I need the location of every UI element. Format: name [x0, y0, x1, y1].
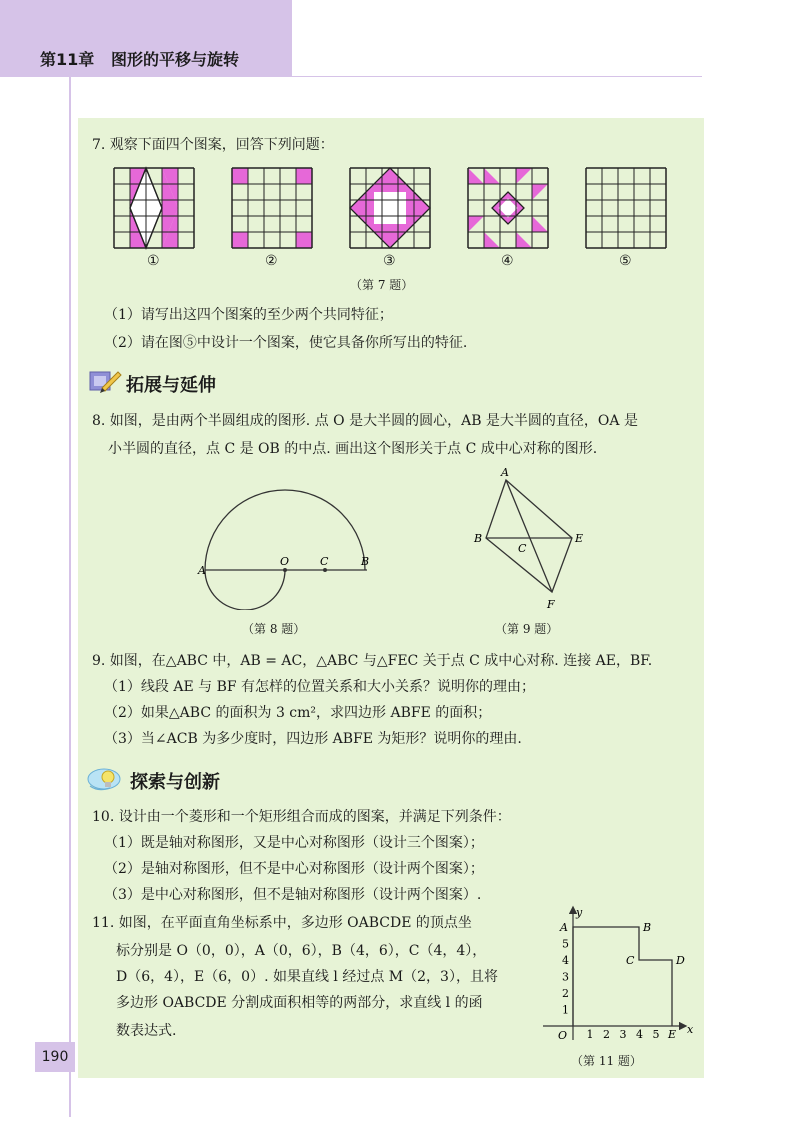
problem-8-line-2: 小半圆的直径，点 C 是 OB 的中点. 画出这个图形关于点 C 成中心对称的图形. — [108, 441, 598, 457]
figure-11-y-tick-label: 5 — [562, 937, 569, 951]
pattern-3-inner-square — [374, 192, 406, 224]
pattern-4-triangle — [516, 232, 532, 248]
chapter-title: 第11章 图形的平移与旋转 — [40, 50, 239, 69]
pattern-label-3: ③ — [383, 253, 396, 269]
section-title-explore: 探索与创新 — [130, 772, 220, 793]
figure-8-caption: （第 8 题） — [242, 622, 306, 636]
figure-11-x-axis-label: x — [687, 1023, 694, 1036]
pattern-2-corner — [296, 168, 312, 184]
figure-9-caption: （第 9 题） — [495, 622, 559, 636]
problem-8-line-1: 8. 如图，是由两个半圆组成的图形. 点 O 是大半圆的圆心，AB 是大半圆的直径，OA 是 — [92, 413, 638, 429]
figure-11-coordinate-plot — [535, 900, 700, 1045]
figure-9-point-a: A — [501, 466, 509, 479]
figure-11-x-tick-label: 1 — [586, 1028, 594, 1041]
problem-9-stem: 9. 如图，在△ABC 中，AB = AC，△ABC 与△FEC 关于点 C 成中心对称. 连接 AE，BF. — [92, 653, 653, 669]
section-title-extend: 拓展与延伸 — [126, 375, 216, 396]
figure-11-vertex-e: E — [668, 1028, 677, 1041]
figure-11-x-tick-label: 2 — [603, 1028, 610, 1041]
figure-11-y-tick-label: 3 — [562, 970, 569, 984]
pattern-label-4: ④ — [501, 253, 514, 269]
problem-9-question-1: （1）线段 AE 与 BF 有怎样的位置关系和大小关系？说明你的理由； — [104, 679, 536, 695]
figure-11-vertex-d: D — [676, 954, 685, 967]
header-rule — [292, 76, 702, 77]
figure-11-y-tick-label: 2 — [562, 987, 569, 1000]
figure-11-x-tick-label: 3 — [619, 1028, 627, 1041]
figure-8-semicircles — [195, 470, 375, 610]
pattern-4-triangle — [468, 168, 484, 184]
problem-11-line-1: 11. 如图，在平面直角坐标系中，多边形 OABCDE 的顶点坐 — [92, 915, 472, 931]
problem-9-question-2: （2）如果△ABC 的面积为 3 cm²，求四边形 ABFE 的面积； — [104, 705, 492, 721]
figure-9-quadrilateral — [470, 466, 600, 616]
figure-9-point-f: F — [547, 598, 555, 611]
figure-8-point-c: C — [320, 555, 329, 568]
problem-9-question-3: （3）当∠ACB 为多少度时，四边形 ABFE 为矩形？说明你的理由. — [104, 731, 522, 747]
pencil-book-icon — [88, 368, 122, 394]
figure-9-point-e: E — [575, 532, 584, 545]
light-bulb-icon — [86, 766, 126, 792]
pattern-4-triangle — [532, 216, 548, 232]
figure-11-vertex-b: B — [643, 921, 652, 934]
figure-8-point-a: A — [198, 564, 206, 577]
pattern-label-2: ② — [265, 253, 278, 269]
pattern-2-corner — [296, 232, 312, 248]
problem-7-patterns — [100, 160, 700, 260]
figure-11-x-tick-label: 5 — [652, 1028, 660, 1041]
figure-11-vertex-c: C — [626, 954, 635, 967]
problem-7-stem: 7. 观察下面四个图案，回答下列问题： — [92, 137, 334, 153]
problem-10-stem: 10. 设计由一个菱形和一个矩形组合而成的图案，并满足下列条件： — [92, 809, 511, 825]
figure-8-point-b: B — [361, 555, 370, 568]
figure-9-point-c: C — [518, 542, 527, 555]
page-number: 190 — [35, 1042, 75, 1072]
pattern-label-5: ⑤ — [619, 253, 632, 269]
figure-11-y-tick-label: 4 — [562, 954, 569, 967]
pattern-4-triangle — [484, 168, 500, 184]
problem-10-question-2: （2）是轴对称图形，但不是中心对称图形（设计两个图案）； — [104, 861, 484, 877]
figure-11-caption: （第 11 题） — [571, 1054, 642, 1068]
problem-7-caption: （第 7 题） — [350, 278, 414, 292]
pattern-4-triangle — [468, 216, 484, 232]
pattern-4-triangle — [532, 184, 548, 200]
figure-11-origin-label: O — [558, 1029, 568, 1042]
problem-11-line-2: 标分别是 O（0，0），A（0，6），B（4，6），C（4，4）， — [116, 943, 487, 959]
figure-11-vertex-a: A — [560, 921, 568, 934]
pattern-label-1: ① — [147, 253, 160, 269]
figure-11-y-tick-label: 1 — [562, 1003, 569, 1017]
pattern-4-triangle — [516, 168, 532, 184]
figure-8-point-o: O — [280, 555, 290, 568]
problem-11-line-4: 多边形 OABCDE 分割成面积相等的两部分，求直线 l 的函 — [116, 995, 483, 1011]
problem-10-question-3: （3）是中心对称图形，但不是轴对称图形（设计两个图案）. — [104, 887, 482, 903]
figure-9-point-b: B — [474, 532, 483, 545]
pattern-4-triangle — [484, 232, 500, 248]
figure-11-polygon — [573, 927, 672, 1026]
problem-11-line-5: 数表达式. — [116, 1023, 177, 1039]
problem-7-question-2: （2）请在图⑤中设计一个图案，使它具备你所写出的特征. — [104, 335, 468, 351]
problem-7-question-1: （1）请写出这四个图案的至少两个共同特征； — [104, 307, 393, 323]
figure-11-y-axis-label: y — [576, 906, 583, 919]
problem-11-line-3: D（6，4），E（6，0）. 如果直线 l 经过点 M（2，3），且将 — [116, 969, 498, 985]
pattern-2-corner — [232, 168, 248, 184]
problem-10-question-1: （1）既是轴对称图形，又是中心对称图形（设计三个图案）； — [104, 835, 484, 851]
figure-11-x-tick-label: 4 — [636, 1028, 643, 1041]
left-margin-rule — [69, 77, 71, 1117]
pattern-2-corner — [232, 232, 248, 248]
